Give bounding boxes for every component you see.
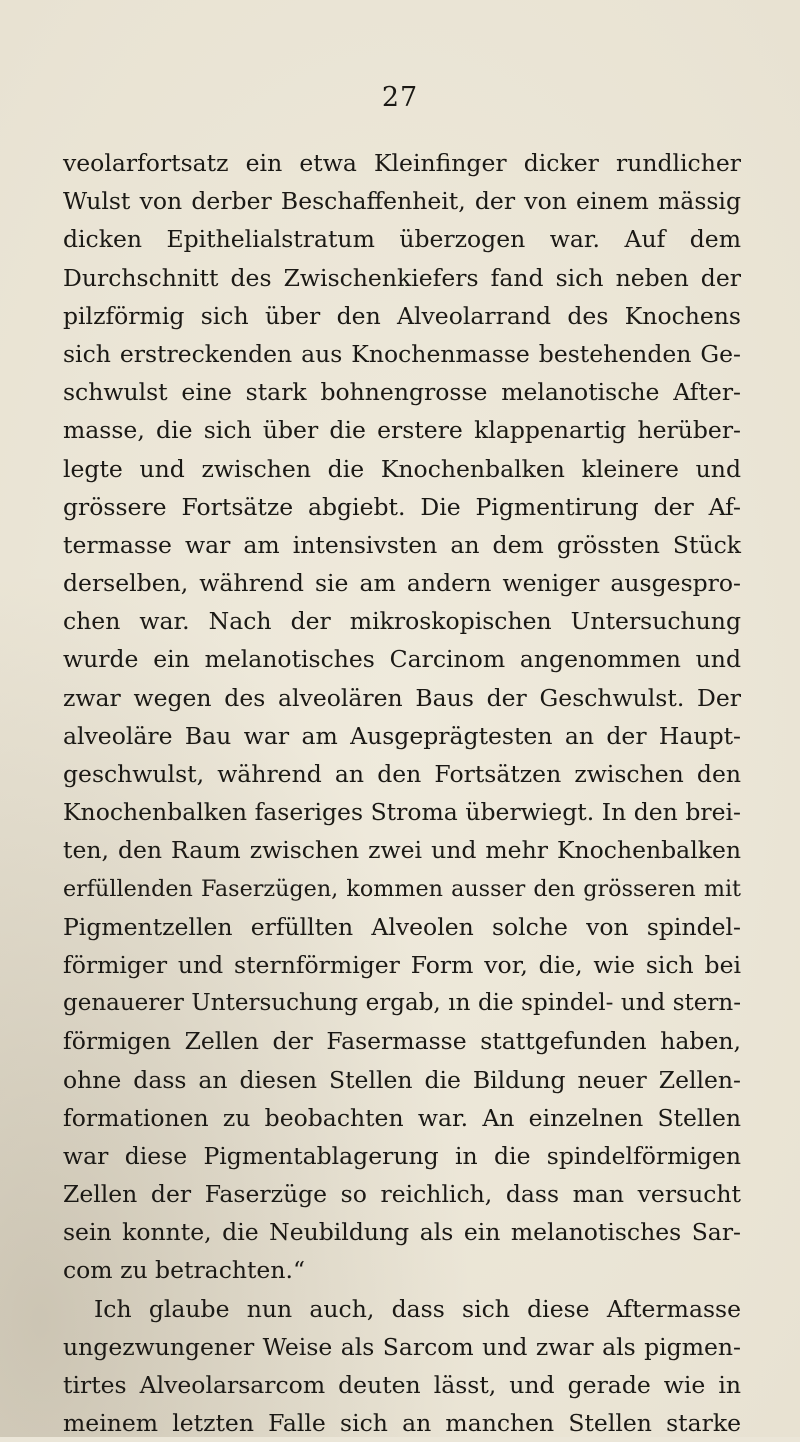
text-line: chen war. Nach der mikroskopischen Untersuchung bbox=[63, 607, 741, 636]
text-line: sein konnte, die Neubildung als ein melanotisches Sar- bbox=[63, 1218, 741, 1247]
text-line: Pigmentzellen erfüllten Alveolen solche von spindel- bbox=[63, 912, 741, 941]
text-line: Knochenbalken faseriges Stroma überwiegt. In den brei- bbox=[63, 798, 741, 827]
text-line: legte und zwischen die Knochenbalken kleinere und bbox=[63, 454, 741, 483]
text-line: formationen zu beobachten war. An einzelnen Stellen bbox=[63, 1103, 741, 1132]
text-line: derselben, während sie am andern weniger ausgespro- bbox=[63, 569, 741, 598]
text-line: erfüllenden Faserzügen, kommen ausser den grösseren mit bbox=[63, 875, 741, 902]
text-line: meinem letzten Falle sich an manchen Stellen starke bbox=[63, 1409, 741, 1438]
body-text bbox=[63, 144, 741, 1442]
text-line: Zellen der Faserzüge so reichlich, dass man versucht bbox=[63, 1180, 741, 1209]
text-line: ohne dass an diesen Stellen die Bildung neuer Zellen- bbox=[63, 1065, 741, 1094]
text-line: Ich glaube nun auch, dass sich diese Aftermasse bbox=[94, 1294, 741, 1323]
text-line: war diese Pigmentablagerung in die spindelförmigen bbox=[63, 1141, 741, 1170]
text-line: grössere Fortsätze abgiebt. Die Pigmentirung der Af- bbox=[63, 492, 741, 521]
text-line: zwar wegen des alveolären Baus der Geschwulst. Der bbox=[63, 683, 741, 712]
text-line: veolarfortsatz ein etwa Kleinfinger dicker rundlicher bbox=[63, 149, 741, 177]
text-line: förmigen Zellen der Fasermasse stattgefunden haben, bbox=[63, 1027, 741, 1056]
text-line: Wulst von derber Beschaffenheit, der von einem mässig bbox=[63, 187, 741, 216]
text-line: com zu betrachten.“ bbox=[63, 1256, 305, 1285]
text-line: tirtes Alveolarsarcom deuten lässt, und gerade wie in bbox=[63, 1371, 741, 1399]
text-line: sich erstreckenden aus Knochenmasse bestehenden Ge- bbox=[63, 339, 741, 368]
text-line: termasse war am intensivsten an dem grössten Stück bbox=[63, 530, 741, 559]
text-line: schwulst eine stark bohnengrosse melanotische After- bbox=[63, 378, 741, 407]
text-line: dicken Epithelialstratum überzogen war. Auf dem bbox=[63, 225, 741, 254]
text-line: genauerer Untersuchung ergab, ın die spindel- und stern- bbox=[63, 990, 741, 1017]
text-line: geschwulst, während an den Fortsätzen zwischen den bbox=[63, 760, 741, 788]
text-line: alveoläre Bau war am Ausgeprägtesten an der Haupt- bbox=[63, 721, 741, 750]
text-line: ungezwungener Weise als Sarcom und zwar als pigmen- bbox=[63, 1332, 741, 1361]
text-line: wurde ein melanotisches Carcinom angenommen und bbox=[63, 645, 741, 674]
text-line: ten, den Raum zwischen zwei und mehr Knochenbalken bbox=[63, 836, 741, 865]
page-number: 27 bbox=[381, 82, 419, 113]
text-line: masse, die sich über die erstere klappenartig herüber- bbox=[63, 416, 741, 445]
text-line: pilzförmig sich über den Alveolarrand des Knochens bbox=[63, 301, 741, 330]
text-line: förmiger und sternförmiger Form vor, die, wie sich bei bbox=[63, 950, 741, 979]
text-line: Durchschnitt des Zwischenkiefers fand sich neben der bbox=[63, 263, 741, 292]
